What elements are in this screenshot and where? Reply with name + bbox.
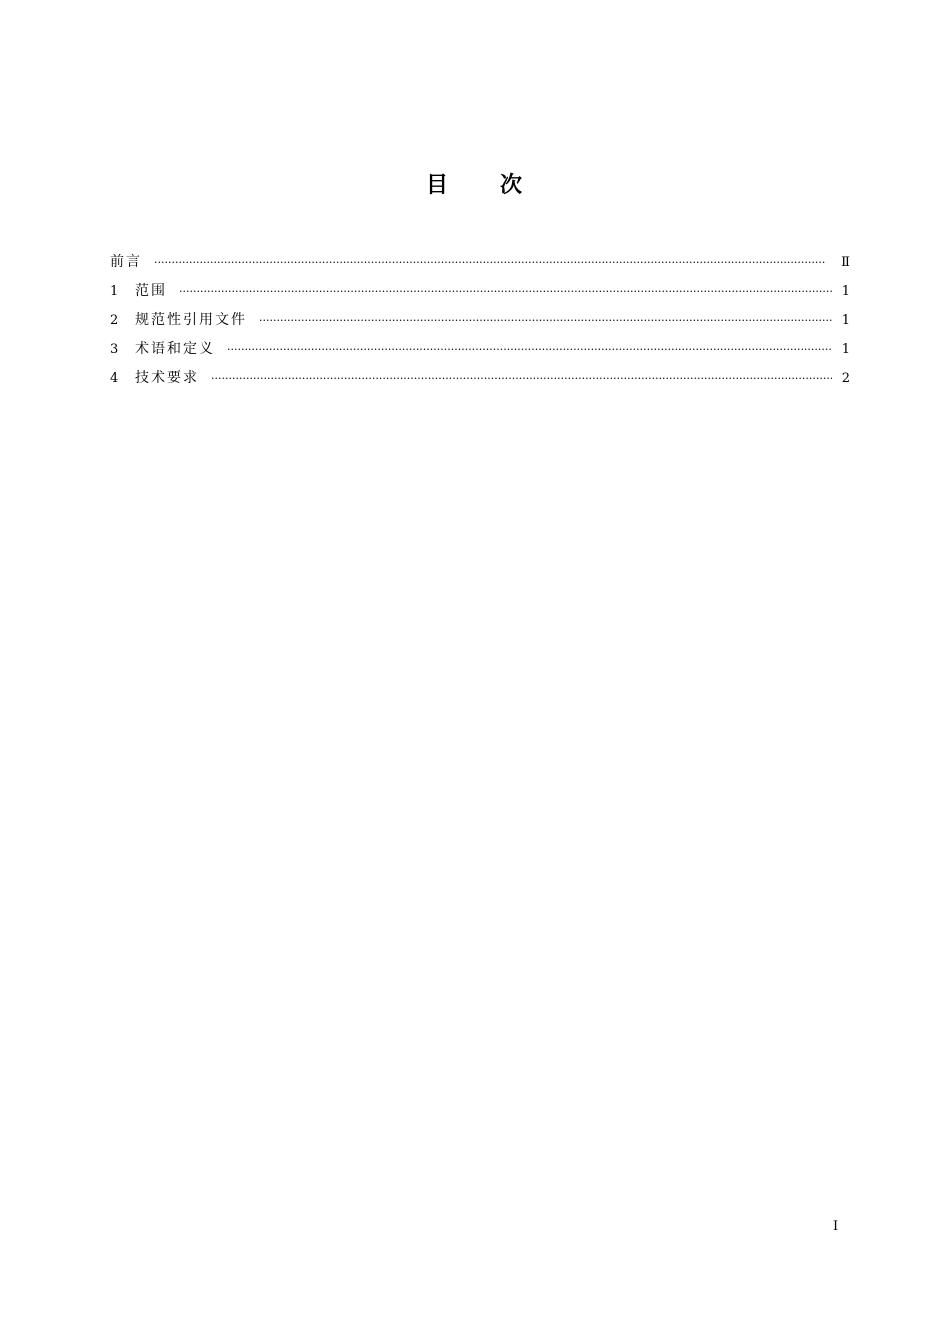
toc-entry-number: 1: [110, 284, 119, 299]
toc-entry-foreword[interactable]: [110, 248, 850, 277]
page-title-part1: 目: [425, 173, 450, 198]
page-title: [0, 170, 950, 202]
toc-entry-scope[interactable]: [110, 277, 850, 306]
toc-leader-dots: [179, 277, 832, 306]
toc-entry-normative-references[interactable]: [110, 306, 850, 335]
toc-entry-label: 术语和定义: [135, 341, 215, 357]
toc-entry-terms-definitions[interactable]: [110, 335, 850, 364]
page-number: I: [833, 1219, 839, 1234]
toc-leader-dots: [211, 364, 832, 393]
toc-entry-page: 1: [841, 342, 850, 357]
toc-entry-label: 前言: [110, 254, 142, 270]
toc-entry-technical-requirements[interactable]: [110, 364, 850, 393]
toc-entry-page: 2: [841, 371, 850, 386]
toc-entry-label: 技术要求: [135, 370, 199, 386]
toc-entry-number: 2: [110, 313, 119, 328]
page-title-part2: 次: [500, 173, 525, 198]
toc-entry-label: 范围: [135, 283, 167, 299]
toc-entry-number: 3: [110, 342, 119, 357]
toc-entry-page: 1: [841, 284, 850, 299]
toc-leader-dots: [154, 248, 832, 277]
toc-entry-number: 4: [110, 371, 119, 386]
toc-leader-dots: [227, 335, 832, 364]
table-of-contents: [110, 248, 850, 393]
toc-leader-dots: [259, 306, 832, 335]
toc-entry-label: 规范性引用文件: [135, 312, 247, 328]
toc-entry-page: 1: [841, 313, 850, 328]
toc-entry-page: Ⅱ: [841, 255, 850, 270]
